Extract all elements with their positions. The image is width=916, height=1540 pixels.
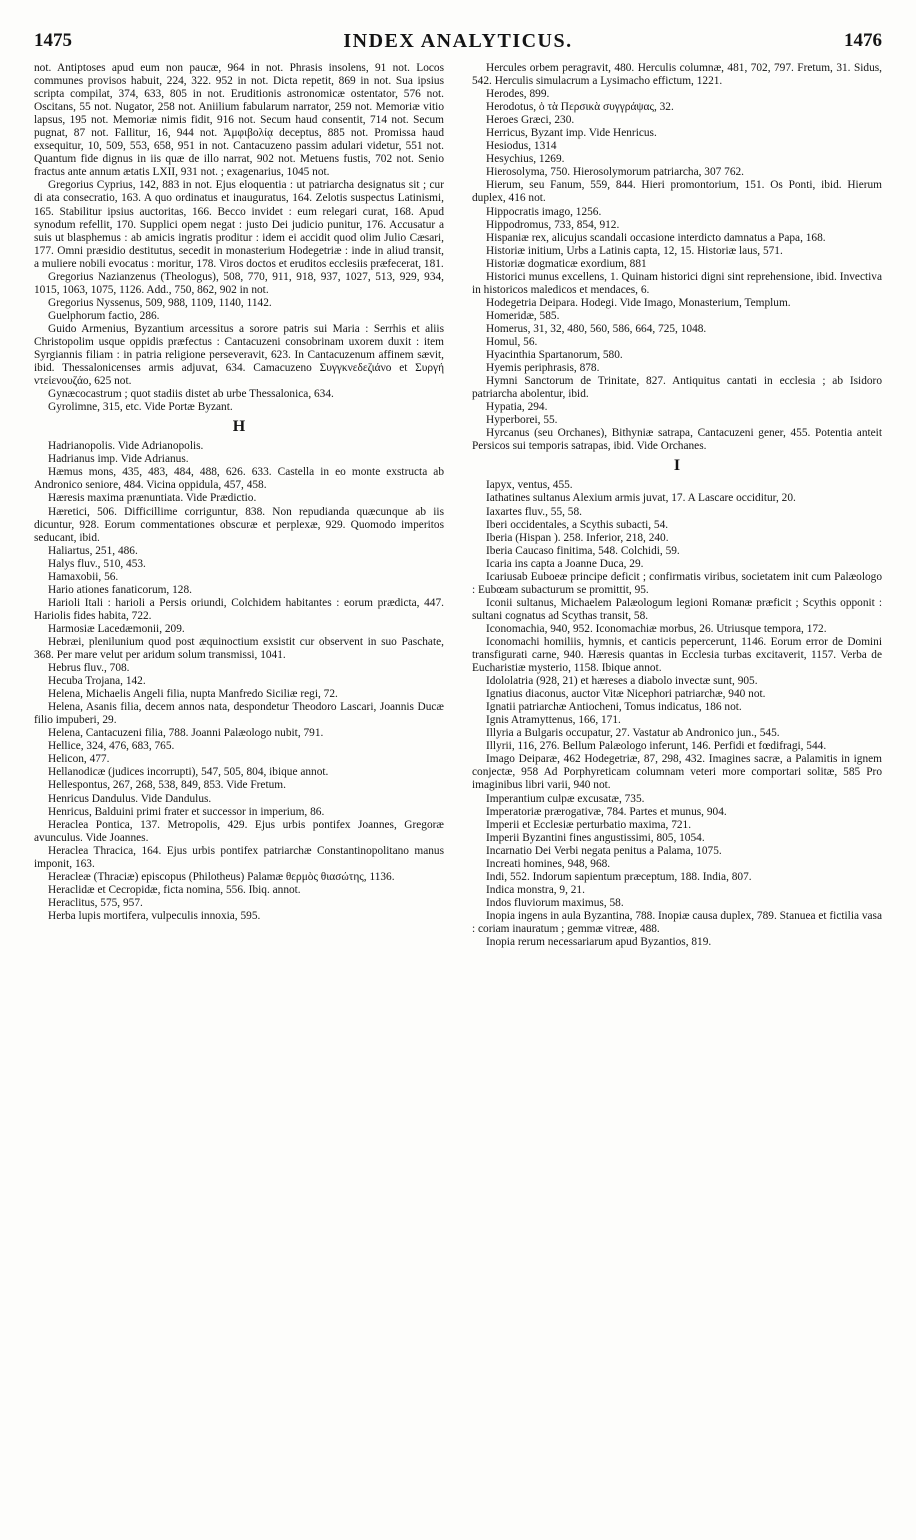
index-entry: Indica monstra, 9, 21. <box>486 883 585 896</box>
index-entry: Hæmus mons, 435, 483, 484, 488, 626. 633. Castella in eo monte exstructa ab Andronico seniore, 484. Vicina oppidula, 457, 458. <box>34 466 444 492</box>
index-entry: Helicon, 477. <box>48 753 110 766</box>
index-entry: Iapyx, ventus, 455. <box>486 479 573 492</box>
index-entry: Heraclea Pontica, 137. Metropolis, 429. Ejus urbis pontifex Joannes, Gregoræ avunculus. Vide Joannes. <box>34 818 444 844</box>
index-entry: Homerus, 31, 32, 480, 560, 586, 664, 725, 1048. <box>486 322 707 335</box>
index-entry: Heroes Græci, 230. <box>486 114 575 127</box>
index-entry: Hebræi, plenilunium quod post æquinoctium exsistit cur observent in suo Paschate, 368. Per mare velut per aridum solum transmissi, 1041. <box>34 635 444 662</box>
index-entry: Heracleæ (Thraciæ) episcopus (Philotheus) Palamæ θερμὸς θιασώτης, 1136. <box>48 870 395 883</box>
index-entry: Iaxartes fluv., 55, 58. <box>486 505 582 518</box>
index-entry: Hesychius, 1269. <box>486 153 565 166</box>
index-entry: Historiæ initium, Urbs a Latinis capta, 12, 15. Historiæ laus, 571. <box>486 244 783 257</box>
index-entry: Hæretici, 506. Difficillime corriguntur, 838. Non repudianda quæcunque ab iis dicuntur, 928. Eorum commentationes obscuræ et perplexæ, 929. Quomodo imperitos seducant, ibid. <box>34 505 444 544</box>
index-entry: not. Antiptoses apud eum non paucæ, 964 in not. Phrasis insolens, 91 not. Locos communes provisos habuit, 224, 322. 952 in not. Dicta repetit, 869 in not. Sua ipsius scripta compilat, 374, 633, 805 in not. Eruditionis astronomicæ ostentator, 576 not. Oscitans, 55 not. Nugator, 258 not. Aniilium fabularum narrator, 259 not. Memoriæ vitio lapsus, 195 not. Memoriæ nimis fidit, 916 not. Secum haud consentit, 714 not. Secum pugnat, 87 not. Fallitur, 16, 944 not. Ἀμφιβολίᾳ deceptus, 885 not. Promissa haud exsequitur, 10, 509, 553, 658, 951 in not. Cantacuzeno passim adulari videtur, 551 not. Quantum fide dignus in iis quæ de illo narrat, 902 not. Metuens fustis, 702 not. Senio fractus ante annum ætatis LXII, 931 not. ; exagenarius, 1045 not. <box>34 62 444 179</box>
page-header <box>34 30 882 60</box>
left-column <box>34 62 444 923</box>
index-entry: Illyrii, 116, 276. Bellum Palæologo inferunt, 146. Perfidi et fœdifragi, 544. <box>486 740 827 753</box>
index-entry: Hyemis periphrasis, 878. <box>486 362 600 375</box>
index-entry: Harioli Itali : harioli a Persis oriundi, Colchidem habitantes : eorum prædicta, 447. Hariolis fides habita, 722. <box>34 596 444 622</box>
running-title: INDEX ANALYTICUS. <box>343 30 573 52</box>
index-entry: Hyacinthia Spartanorum, 580. <box>486 349 623 362</box>
section-letter-i: I <box>673 457 681 475</box>
index-entry: Iconomachi homiliis, hymnis, et canticis pepercerunt, 1146. Eorum error de Domini transfigurati carne, 940. Hæresis quantas in Ecclesia turbas excitaverit, 1157. Verba de Eucharistiæ mysterio, 1158. Ibique annot. <box>472 635 882 675</box>
index-entry: Hebrus fluv., 708. <box>48 662 130 675</box>
index-entry: Haliartus, 251, 486. <box>48 544 138 557</box>
index-entry: Hymni Sanctorum de Trinitate, 827. Antiquitus cantati in ecclesia ; ab Isidoro patriarcha abolentur, ibid. <box>472 375 882 401</box>
index-entry: Iberi occidentales, a Scythis subacti, 54. <box>486 518 669 531</box>
left-column-h-entries <box>34 440 444 923</box>
index-entry: Incarnatio Dei Verbi negata penitus a Palama, 1075. <box>486 844 722 857</box>
right-column-h-entries <box>472 62 882 453</box>
index-entry: Iconomachia, 940, 952. Iconomachiæ morbus, 26. Utriusque tempora, 172. <box>486 622 827 635</box>
index-entry: Hadrianopolis. Vide Adrianopolis. <box>48 440 204 453</box>
index-entry: Inopia rerum necessariarum apud Byzantios, 819. <box>486 936 712 949</box>
index-entry: Henricus, Balduini primi frater et successor in imperium, 86. <box>48 805 325 818</box>
index-entry: Gregorius Cyprius, 142, 883 in not. Ejus eloquentia : ut patriarcha designatus sit ; cur di ata consecratio, 163. A quo ordinatus et inauguratus, 164. Zelotis suspectus Latinismi, 165. Stabilitur ipsius auctoritas, 166. Becco invidet : eum relegari curat, 168. Apud synodum refellit, 170. Supplici opem negat : justo Dei judicio punitur, 176. Accusatur a suis ut blasphemus : ab amicis ingratis proditur : idem ei accidit quod olim Julio Cæsari, 177. Omni præsidio destitutus, secedit in monasterium Hodegetriæ : inde in aliud transit, a muliere nobili evocatus : moritur, 178. Viros doctos et eruditos ecclesiis præfecerat, 181. <box>34 179 444 270</box>
index-entry: Hadrianus imp. Vide Adrianus. <box>48 453 189 466</box>
index-entry: Homul, 56. <box>486 335 538 348</box>
index-entry: Halys fluv., 510, 453. <box>48 557 146 570</box>
left-column-g-entries <box>34 62 444 414</box>
index-entry: Imperii et Ecclesiæ perturbatio maxima, 721. <box>486 818 692 831</box>
index-entry: Hyperborei, 55. <box>486 414 558 427</box>
index-entry: Herodotus, ὁ τὰ Περσικὰ συγγράψας, 32. <box>486 101 674 114</box>
index-entry: Gregorius Nyssenus, 509, 988, 1109, 1140, 1142. <box>48 296 272 309</box>
index-entry: Hippocratis imago, 1256. <box>486 205 602 218</box>
index-entry: Guelphorum factio, 286. <box>48 309 160 322</box>
index-entry: Historici munus excellens, 1. Quinam historici digni sint reprehensione, ibid. Invectiva in historicos maledicos et mendaces, 6. <box>472 270 882 296</box>
index-entry: Hellanodicæ (judices incorrupti), 547, 505, 804, ibique annot. <box>48 766 329 779</box>
index-entry: Heraclidæ et Cecropidæ, ficta nomina, 556. Ibiq. annot. <box>48 883 301 896</box>
right-column <box>472 62 882 949</box>
index-entry: Imperatoriæ prærogativæ, 784. Partes et munus, 904. <box>486 805 727 818</box>
index-entry: Imperii Byzantini fines angustissimi, 805, 1054. <box>486 831 705 844</box>
index-entry: Henricus Dandulus. Vide Dandulus. <box>48 792 212 805</box>
index-entry: Hæresis maxima prænuntiata. Vide Prædictio. <box>48 492 257 505</box>
index-entry: Gyrolimne, 315, etc. Vide Portæ Byzant. <box>48 401 233 414</box>
index-entry: Gregorius Nazianzenus (Theologus), 508, 770, 911, 918, 937, 1027, 513, 929, 934, 1015, 1063, 1075, 1126. Add., 750, 862, 902 in not. <box>34 270 444 296</box>
index-entry: Hercules orbem peragravit, 480. Herculis columnæ, 481, 702, 797. Fretum, 31. Sidus, 542. Herculis simulacrum a Lysimacho effictum, 1221. <box>472 62 882 88</box>
index-entry: Hesiodus, 1314 <box>486 140 557 153</box>
index-entry: Helena, Michaelis Angeli filia, nupta Manfredo Siciliæ regi, 72. <box>48 688 338 701</box>
index-entry: Heraclitus, 575, 957. <box>48 896 143 909</box>
index-entry: Iconii sultanus, Michaelem Palæologum legioni Romanæ præficit ; Scythis opponit : sultani cognatus ad Scythas transit, 58. <box>472 596 882 622</box>
index-entry: Hecuba Trojana, 142. <box>48 675 146 688</box>
index-entry: Imperantium culpæ excusatæ, 735. <box>486 792 645 805</box>
index-entry: Guido Armenius, Byzantium arcessitus a sorore patris sui Maria : Serrhis et aliis Christopolim usque oppidis præfectus : Cantacuzeni consobrinam uxorem duxit : item Syrgiannis filiam : in patria religione perseveravit, 623. In Cantacuzenum affinem sævit, ibid. Thessalonicenses armis adjuvat, 634. Camacuzeno Συγγκνεδεζιάνο et Συργή ντεἰενουζάο, 625 not. <box>34 322 444 388</box>
index-entry: Icariusab Euboeæ principe deficit ; confirmatis viribus, societatem init cum Palæologo : Eubœam subacturum se promittit, 95. <box>472 570 882 596</box>
index-entry: Icaria ins capta a Joanne Duca, 29. <box>486 557 644 570</box>
index-entry: Homeridæ, 585. <box>486 309 560 322</box>
index-entry: Hyrcanus (seu Orchanes), Bithyniæ satrapa, Cantacuzeni gener, 455. Potentia anteit Persicos sui temporis satrapas, ibid. Vide Orchanes. <box>472 427 882 453</box>
index-entry: Historiæ dogmaticæ exordium, 881 <box>486 257 647 270</box>
index-entry: Hispaniæ rex, alicujus scandali occasione interdicto damnatus a Papa, 168. <box>486 231 826 244</box>
index-entry: Ignatius diaconus, auctor Vitæ Nicephori patriarchæ, 940 not. <box>486 688 766 701</box>
index-entry: Herricus, Byzant imp. Vide Henricus. <box>486 127 657 140</box>
index-entry: Helena, Asanis filia, decem annos nata, despondetur Theodoro Lascari, Joannis Ducæ filio impuberi, 29. <box>34 701 444 727</box>
index-entry: Increati homines, 948, 968. <box>486 857 611 870</box>
index-entry: Idololatria (928, 21) et hæreses a diabolo invectæ sunt, 905. <box>486 675 758 688</box>
index-entry: Iathatines sultanus Alexium armis juvat, 17. A Lascare occiditur, 20. <box>486 492 796 505</box>
index-entry: Hellice, 324, 476, 683, 765. <box>48 740 175 753</box>
index-entry: Herba lupis mortifera, vulpeculis innoxia, 595. <box>48 909 261 922</box>
index-entry: Hario ationes fanaticorum, 128. <box>48 583 192 596</box>
index-entry: Herodes, 899. <box>486 88 550 101</box>
index-entry: Hierosolyma, 750. Hierosolymorum patriarcha, 307 762. <box>486 166 745 179</box>
index-entry: Hamaxobii, 56. <box>48 570 119 583</box>
index-entry: Iberia Caucaso finitima, 548. Colchidi, 59. <box>486 544 680 557</box>
index-entry: Harmosiæ Lacedæmonii, 209. <box>48 622 185 635</box>
index-entry: Hippodromus, 733, 854, 912. <box>486 218 620 231</box>
index-entry: Hierum, seu Fanum, 559, 844. Hieri promontorium, 151. Os Ponti, ibid. Hierum duplex, 416 not. <box>472 179 882 205</box>
section-letter-h: H <box>232 418 246 436</box>
index-entry: Imago Deiparæ, 462 Hodegetriæ, 87, 298, 432. Imagines sacræ, a Palamitis in ignem conjectæ, 958 Ad Porphyreticam columnam veteri more comportari solitæ, 585 Pro imaginibus libri varii, 940 not. <box>472 753 882 792</box>
index-entry: Heraclea Thracica, 164. Ejus urbis pontifex patriarchæ Constantinopolitano manus imponit, 163. <box>34 844 444 870</box>
index-entry: Illyria a Bulgaris occupatur, 27. Vastatur ab Andronico jun., 545. <box>486 727 780 740</box>
index-entry: Ignis Atramyttenus, 166, 171. <box>486 714 621 727</box>
index-entry: Iberia (Hispan ). 258. Inferior, 218, 240. <box>486 531 669 544</box>
index-entry: Gynæcocastrum ; quot stadiis distet ab urbe Thessalonica, 634. <box>48 388 334 401</box>
index-entry: Indos fluviorum maximus, 58. <box>486 896 624 909</box>
right-column-i-entries <box>472 479 882 949</box>
page-number-left: 1475 <box>34 30 72 51</box>
index-entry: Indi, 552. Indorum sapientum præceptum, 188. India, 807. <box>486 870 752 883</box>
index-entry: Hypatia, 294. <box>486 401 548 414</box>
index-entry: Hodegetria Deipara. Hodegi. Vide Imago, Monasterium, Templum. <box>486 296 791 309</box>
page-number-right: 1476 <box>844 30 882 51</box>
index-entry: Ignatii patriarchæ Antiocheni, Tomus indicatus, 186 not. <box>486 701 742 714</box>
index-entry: Helena, Cantacuzeni filia, 788. Joanni Palæologo nubit, 791. <box>48 727 324 740</box>
index-entry: Hellespontus, 267, 268, 538, 849, 853. Vide Fretum. <box>48 779 286 792</box>
index-entry: Inopia ingens in aula Byzantina, 788. Inopiæ causa duplex, 789. Stanuea et fictilia vasa : coriam inauratum ; gemmæ vitreæ, 488. <box>472 909 882 935</box>
